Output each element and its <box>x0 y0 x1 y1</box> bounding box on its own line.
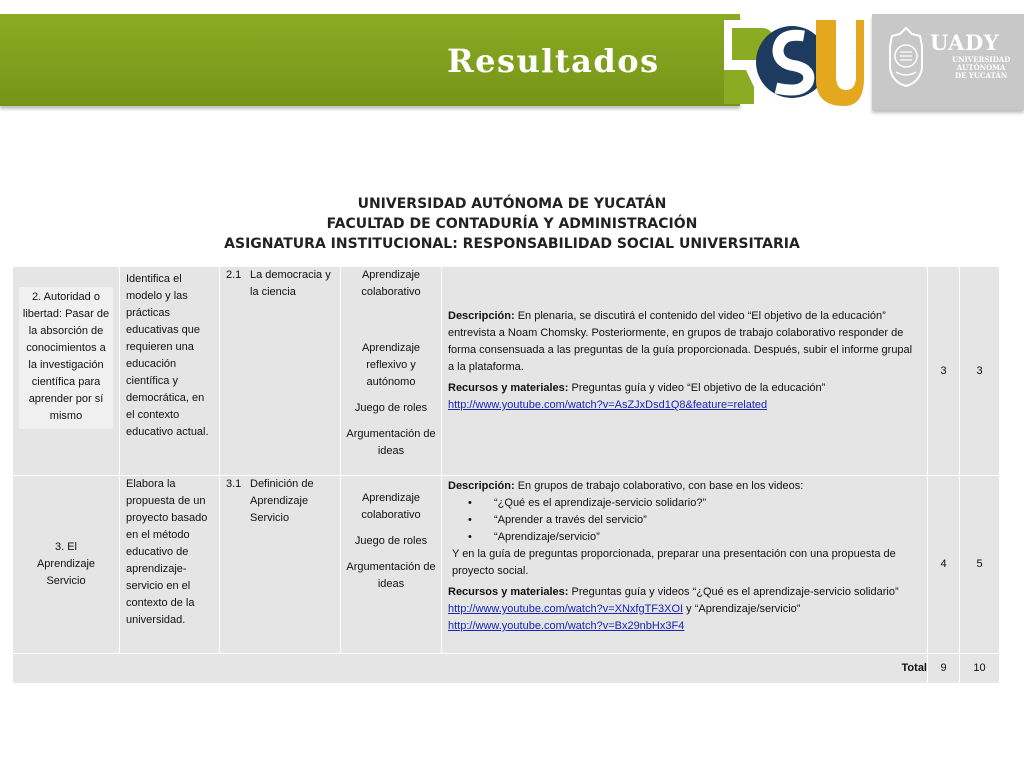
video-list <box>442 495 927 546</box>
document-heading <box>0 194 1024 254</box>
rsu-logo-text: RSU <box>852 54 855 55</box>
heading-university: UNIVERSIDAD AUTÓNOMA DE YUCATÁN <box>357 196 667 212</box>
list-item: • “¿Qué es el aprendizaje-servicio solidario?” <box>494 495 927 512</box>
resources-label: Recursos y materiales: <box>448 586 569 598</box>
total-row <box>13 654 1000 684</box>
total-label: Total <box>13 654 928 684</box>
uady-logo <box>872 14 1024 110</box>
topic-number: 3.1 <box>226 478 242 490</box>
description-text-2: Y en la guía de preguntas proporcionada, preparar una presentación con una propuesta de proyecto social. <box>452 548 896 577</box>
hours-cell: 3 <box>928 267 960 476</box>
resources-label: Recursos y materiales: <box>448 382 569 394</box>
topic-cell <box>220 476 341 654</box>
total-hours: 10 <box>960 654 1000 684</box>
title-bar <box>0 14 740 106</box>
heading-subject: ASIGNATURA INSTITUCIONAL: RESPONSABILIDAD SOCIAL UNIVERSITARIA <box>224 236 800 252</box>
topic-text: Definición de Aprendizaje Servicio <box>250 478 314 524</box>
heading-faculty: FACULTAD DE CONTADURÍA Y ADMINISTRACIÓN <box>326 216 698 232</box>
results-table <box>12 266 1000 684</box>
strategy-item: Aprendizaje colaborativo <box>361 492 421 521</box>
strategy-item: Argumentación de ideas <box>346 428 436 457</box>
table-row <box>13 476 1000 654</box>
hours-cell: 4 <box>928 476 960 654</box>
header-banner <box>0 14 1024 110</box>
unit-cell <box>13 267 120 476</box>
strategy-item: Aprendizaje reflexivo y autónomo <box>361 342 421 388</box>
uady-subtitle: UNIVERSIDAD AUTÓNOMA DE YUCATÁN <box>952 55 1011 80</box>
topic-cell <box>220 267 341 476</box>
objective-cell <box>120 267 220 476</box>
list-item: • “Aprender a través del servicio” <box>494 512 927 529</box>
list-item: • “Aprendizaje/servicio” <box>494 529 927 546</box>
topic-text: La democracia y la ciencia <box>250 269 331 298</box>
topic-number: 2.1 <box>226 269 242 281</box>
description-label: Descripción: <box>448 480 515 492</box>
page-title: Resultados <box>447 42 660 80</box>
resources-text: Preguntas guía y video “El objetivo de la educación” <box>571 382 826 394</box>
video-link-2[interactable]: http://www.youtube.com/watch?v=Bx29nbHx3F4 <box>448 620 685 632</box>
description-label: Descripción: <box>448 310 515 322</box>
objective-text: Identifica el modelo y las prácticas educativas que requieren una educación científica y democrática, en el contexto educativo actual. <box>126 273 209 438</box>
total-hours: 9 <box>928 654 960 684</box>
hours-cell: 5 <box>960 476 1000 654</box>
unit-text: 2. Autoridad o libertad: Pasar de la absorción de conocimientos a la investigación científica para aprender por sí mismo <box>19 287 113 429</box>
description-cell <box>442 476 928 654</box>
resources-text: Preguntas guía y videos “¿Qué es el aprendizaje-servicio solidario” <box>571 586 899 598</box>
objective-cell <box>120 476 220 654</box>
description-text: En grupos de trabajo colaborativo, con base en los videos: <box>517 480 804 492</box>
strategy-item: Aprendizaje colaborativo <box>361 269 421 298</box>
video-link[interactable]: http://www.youtube.com/watch?v=XNxfgTF3XOI <box>448 603 684 615</box>
objective-text: Elabora la propuesta de un proyecto basado en el método educativo de aprendizaje-servicio en el contexto de la universidad. <box>126 478 208 626</box>
strategies-cell <box>341 267 442 476</box>
strategy-item: Argumentación de ideas <box>346 561 436 590</box>
table-row <box>13 267 1000 476</box>
description-cell <box>442 267 928 476</box>
video-link[interactable]: http://www.youtube.com/watch?v=AsZJxDsd1Q8&feature=related <box>448 399 768 411</box>
unit-text: 3. El Aprendizaje Servicio <box>36 541 96 587</box>
uady-name: UADY <box>930 30 1000 55</box>
unit-cell <box>13 476 120 654</box>
strategy-item: Juego de roles <box>354 535 428 547</box>
strategy-item: Juego de roles <box>354 402 428 414</box>
hours-cell: 3 <box>960 267 1000 476</box>
resources-and-text: y “Aprendizaje/servicio” <box>686 603 801 615</box>
uady-seal-icon <box>886 26 926 88</box>
description-text: En plenaria, se discutirá el contenido del video “El objetivo de la educación” entrevista a Noam Chomsky. Posteriormente, en grupos de trabajo colaborativo responder de forma consensuada a las preguntas de la guía proporcionada. Después, subir el informe grupal a la plataforma. <box>448 310 913 373</box>
rsu-logo <box>722 14 866 110</box>
strategies-cell <box>341 476 442 654</box>
